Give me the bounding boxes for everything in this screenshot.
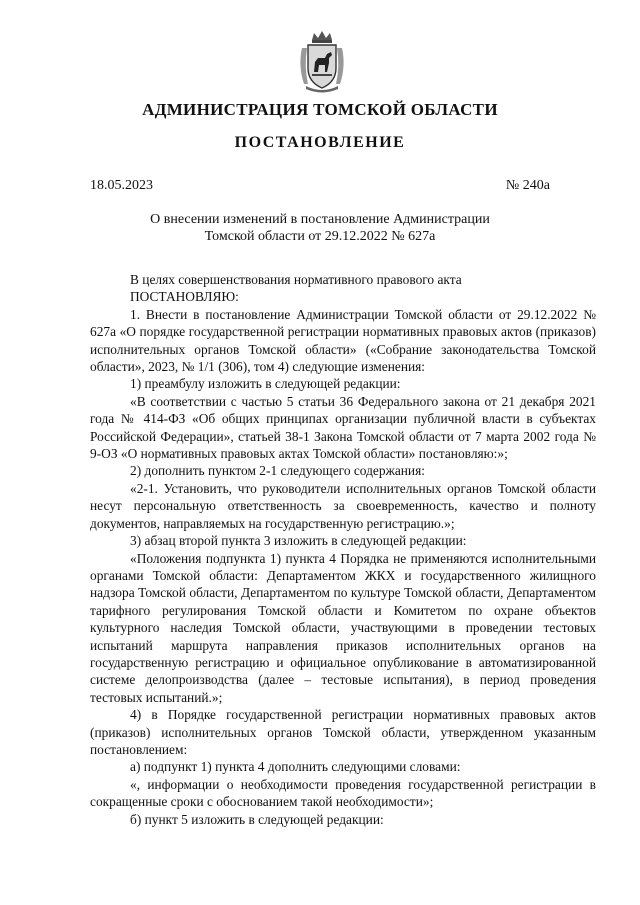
preamble-paragraph: В целях совершенствования нормативного правового акта bbox=[130, 272, 462, 287]
tomsk-oblast-coat-of-arms-icon bbox=[298, 30, 346, 94]
document-number: № 240а bbox=[505, 178, 550, 193]
resolve-heading: ПОСТАНОВЛЯЮ: bbox=[130, 289, 239, 305]
item-3-quote-paragraph: «Положения подпункта 1) пункта 4 Порядка не применяются исполнительными органами Томской области: Департаментом ЖКХ и государственного жилищного надзора Томской области, Департаментом по культуре Томской области, Департаментом тарифного регулирования Томской области и Комитетом по охране объектов культурного наследия Томской области, участвующими в проведении тестовых испытаний маршрута направления приказов исполнительных органов на государственную регистрацию и официальное опубликование в автоматизированной системе делопроизводства (далее – тестовые испытания), в период проведения тестовых испытаний.»; bbox=[90, 550, 596, 705]
document-body bbox=[90, 271, 596, 828]
subitem-1-paragraph: 1) преамбулу изложить в следующей редакции: bbox=[130, 376, 401, 392]
document-subject-line-2: Томской области от 29.12.2022 № 627а bbox=[204, 229, 436, 244]
organization-name: АДМИНИСТРАЦИЯ ТОМСКОЙ ОБЛАСТИ bbox=[142, 100, 498, 119]
item-2-1-quote-paragraph: «2-1. Установить, что руководители исполнительных органов Томской области несут персональную ответственность за своевременность, качество и полноту документов, направляемых на государственную регистрацию.»; bbox=[90, 480, 596, 531]
subitem-3-paragraph: 3) абзац второй пункта 3 изложить в следующей редакции: bbox=[130, 533, 467, 549]
document-type: ПОСТАНОВЛЕНИЕ bbox=[234, 134, 406, 151]
document-date: 18.05.2023 bbox=[90, 178, 153, 193]
subitem-2-paragraph: 2) дополнить пунктом 2-1 следующего содержания: bbox=[130, 463, 425, 479]
item-1-paragraph: 1. Внести в постановление Администрации Томской области от 29.12.2022 № 627а «О порядке государственной регистрации нормативных правовых актов (приказов) исполнительных органов Томской области» («Собрание законодательства Томской области», 2023, № 1/1 (306), том 4) следующие изменения: bbox=[90, 306, 596, 375]
subitem-4-paragraph: 4) в Порядке государственной регистрации нормативных правовых актов (приказов) исполнительных органов Томской области, утвержденном указанным постановлением: bbox=[90, 707, 596, 757]
subitem-b-paragraph: б) пункт 5 изложить в следующей редакции: bbox=[130, 811, 384, 827]
preamble-quote-paragraph: «В соответствии с частью 5 статьи 36 Федерального закона от 21 декабря 2021 года № 414-ФЗ «Об общих принципах организации публичной власти в субъектах Российской Федерации», статьей 38-1 Закона Томской области от 7 марта 2002 года № 9-ОЗ «О нормативных правовых актах Томской области» постановляю:»; bbox=[90, 393, 596, 462]
subitem-a-paragraph: а) подпункт 1) пункта 4 дополнить следующими словами: bbox=[130, 759, 461, 775]
subitem-a-quote-paragraph: «, информации о необходимости проведения государственной регистрации в сокращенные сроки с обоснованием такой необходимости»; bbox=[90, 776, 596, 810]
document-subject-line-1: О внесении изменений в постановление Администрации bbox=[150, 212, 490, 227]
